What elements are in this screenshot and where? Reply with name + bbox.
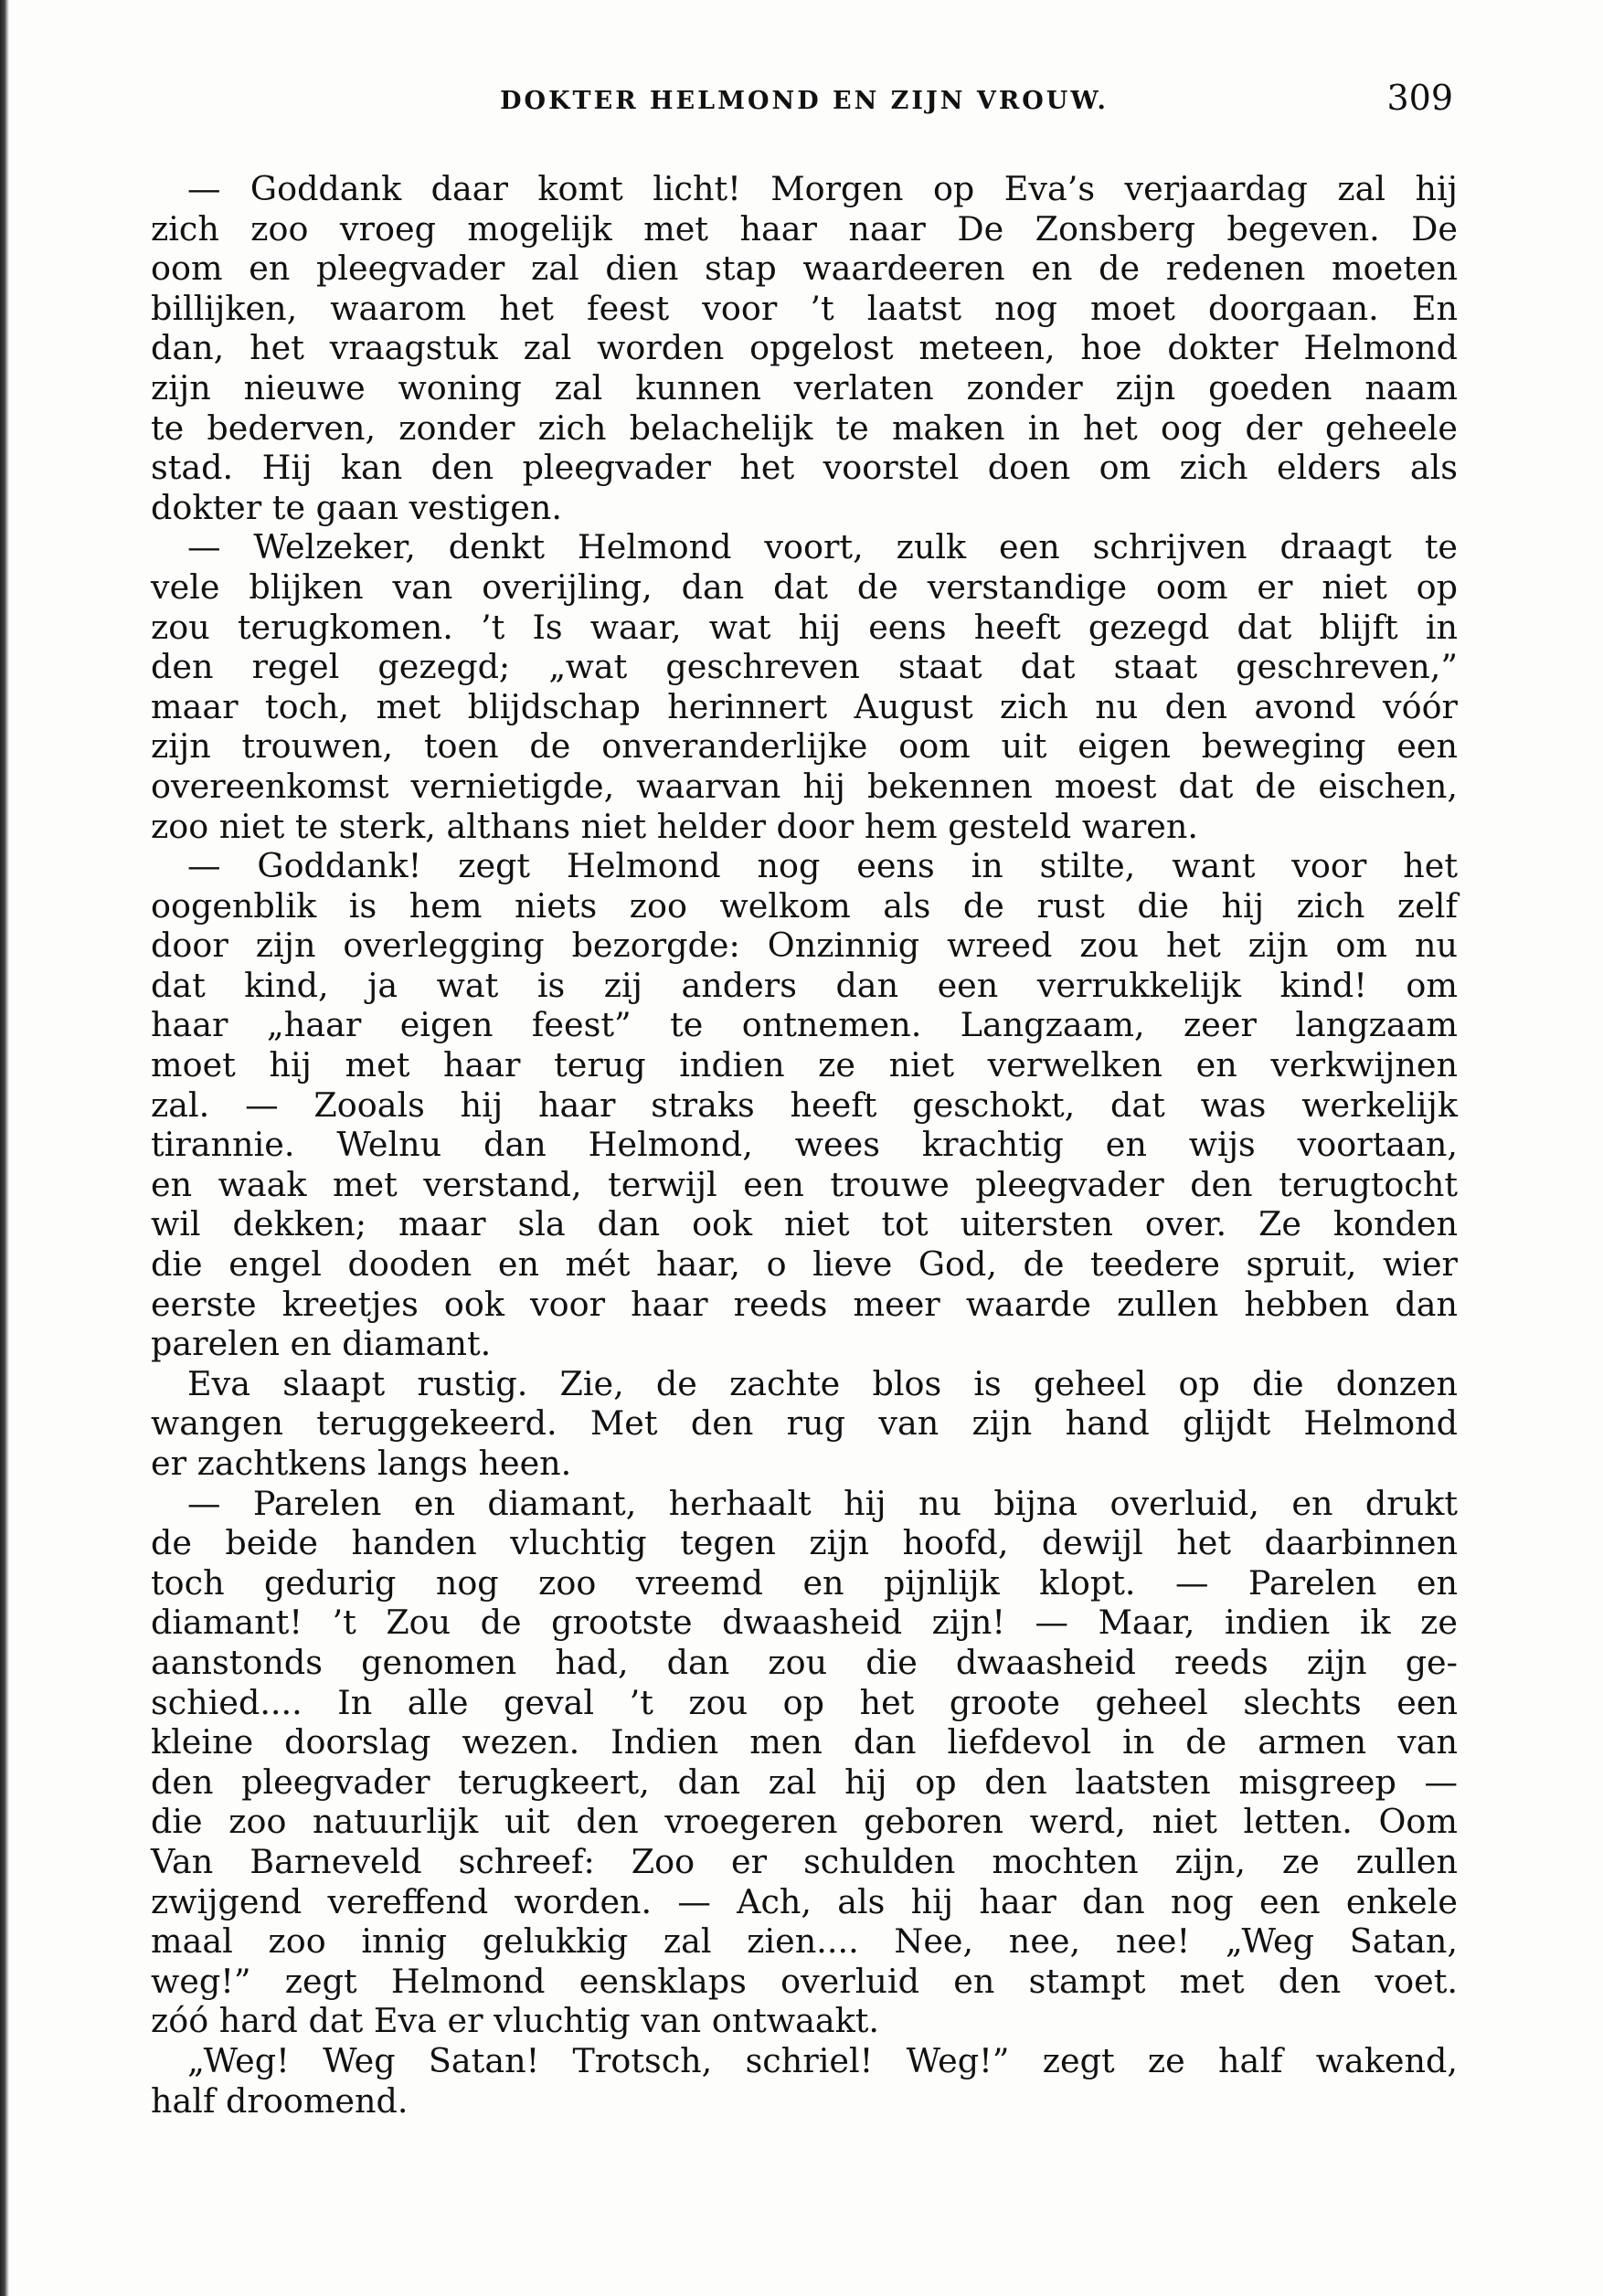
text-line: — Goddank daar komt licht! Morgen op Eva’s verjaardag zal hij	[187, 169, 1458, 208]
text-line: den pleegvader terugkeert, dan zal hij op den laatsten misgreep —	[151, 1762, 1458, 1802]
text-line: vele blijken van overijling, dan dat de verstandige oom er niet op	[151, 566, 1458, 607]
text-line: Eva slaapt rustig. Zie, de zachte blos is geheel op die donzen	[187, 1363, 1458, 1403]
text-line: den regel gezegd; „wat geschreven staat dat staat geschreven,”	[151, 647, 1458, 687]
text-line: de beide handen vluchtig tegen zijn hoofd, dewijl het daarbinnen	[151, 1523, 1458, 1563]
text-line: wil dekken; maar sla dan ook niet tot uitersten over. Ze konden	[151, 1204, 1458, 1244]
text-line: te bederven, zonder zich belachelijk te maken in het oog der geheele	[151, 407, 1458, 448]
text-line: billijken, waarom het feest voor ’t laatst nog moet doorgaan. En	[151, 288, 1458, 328]
text-line: haar „haar eigen feest” te ontnemen. Langzaam, zeer langzaam	[151, 1005, 1458, 1045]
text-line: toch gedurig nog zoo vreemd en pijnlijk klopt. — Parelen en	[151, 1562, 1458, 1603]
text-line: Van Barneveld schreef: Zoo er schulden mochten zijn, ze zullen	[151, 1841, 1458, 1881]
text-line: parelen en diamant.	[151, 1324, 492, 1364]
text-line: — Parelen en diamant, herhaalt hij nu bijna overluid, en drukt	[187, 1483, 1458, 1523]
text-line: schied.... In alle geval ’t zou op het groote geheel slechts een	[151, 1682, 1458, 1722]
text-line: — Goddank! zegt Helmond nog eens in stilte, want voor het	[187, 846, 1458, 886]
text-line: diamant! ’t Zou de grootste dwaasheid zijn! — Maar, indien ik ze	[151, 1603, 1458, 1643]
text-line: zoo niet te sterk, althans niet helder door hem gesteld waren.	[151, 806, 1198, 846]
text-line: zijn trouwen, toen de onveranderlijke oom uit eigen beweging een	[151, 726, 1458, 767]
page-header	[151, 78, 1458, 132]
text-line: dan, het vraagstuk zal worden opgelost meteen, hoe dokter Helmond	[151, 328, 1458, 368]
text-line: tirannie. Welnu dan Helmond, wees krachtig en wijs voortaan,	[151, 1125, 1458, 1165]
text-line: eerste kreetjes ook voor haar reeds meer waarde zullen hebben dan	[151, 1284, 1458, 1324]
text-line: zou terugkomen. ’t Is waar, wat hij eens heeft gezegd dat blijft in	[151, 607, 1458, 647]
text-line: zich zoo vroeg mogelijk met haar naar De Zonsberg begeven. De	[151, 208, 1458, 249]
text-line: en waak met verstand, terwijl een trouwe pleegvader den terugtocht	[151, 1164, 1458, 1204]
text-line: zal. — Zooals hij haar straks heeft geschokt, dat was werkelijk	[151, 1085, 1458, 1125]
text-line: er zachtkens langs heen.	[151, 1444, 572, 1483]
text-line: moet hij met haar terug indien ze niet verwelken en verkwijnen	[151, 1045, 1458, 1085]
body-text	[151, 169, 1458, 2121]
text-line: oom en pleegvader zal dien stap waardeeren en de redenen moeten	[151, 249, 1458, 289]
text-line: door zijn overlegging bezorgde: Onzinnig wreed zou het zijn om nu	[151, 926, 1458, 966]
text-line: die engel dooden en mét haar, o lieve God, de teedere spruit, wier	[151, 1244, 1458, 1285]
text-line: aanstonds genomen had, dan zou die dwaasheid reeds zijn ge-	[151, 1642, 1458, 1682]
text-line: zwijgend vereffend worden. — Ach, als hij haar dan nog een enkele	[151, 1881, 1458, 1921]
text-line: — Welzeker, denkt Helmond voort, zulk een schrijven draagt te	[187, 527, 1458, 567]
text-line: kleine doorslag wezen. Indien men dan liefdevol in de armen van	[151, 1722, 1458, 1762]
text-line: dat kind, ja wat is zij anders dan een verrukkelijk kind! om	[151, 965, 1458, 1005]
binding-edge	[0, 0, 9, 2296]
text-line: zijn nieuwe woning zal kunnen verlaten zonder zijn goeden naam	[151, 367, 1458, 407]
text-line: maar toch, met blijdschap herinnert August zich nu den avond vóór	[151, 686, 1458, 726]
text-line: maal zoo innig gelukkig zal zien.... Nee, nee, nee! „Weg Satan,	[151, 1921, 1458, 1962]
text-line: zóó hard dat Eva er vluchtig van ontwaakt.	[151, 2001, 879, 2041]
text-line: „Weg! Weg Satan! Trotsch, schriel! Weg!” zegt ze half wakend,	[187, 2040, 1458, 2080]
text-line: dokter te gaan vestigen.	[151, 487, 563, 527]
text-line: overeenkomst vernietigde, waarvan hij bekennen moest dat de eischen,	[151, 766, 1458, 806]
text-line: wangen teruggekeerd. Met den rug van zijn hand glijdt Helmond	[151, 1403, 1458, 1444]
text-line: stad. Hij kan den pleegvader het voorstel doen om zich elders als	[151, 448, 1458, 488]
running-title: DOKTER HELMOND EN ZIJN VROUW.	[500, 87, 1109, 115]
text-line: half droomend.	[151, 2080, 409, 2121]
page-number: 309	[1386, 78, 1453, 118]
text-line: die zoo natuurlijk uit den vroegeren geboren werd, niet letten. Oom	[151, 1802, 1458, 1842]
text-line: weg!” zegt Helmond eensklaps overluid en stampt met den voet.	[151, 1961, 1458, 2001]
text-line: oogenblik is hem niets zoo welkom als de rust die hij zich zelf	[151, 885, 1458, 926]
